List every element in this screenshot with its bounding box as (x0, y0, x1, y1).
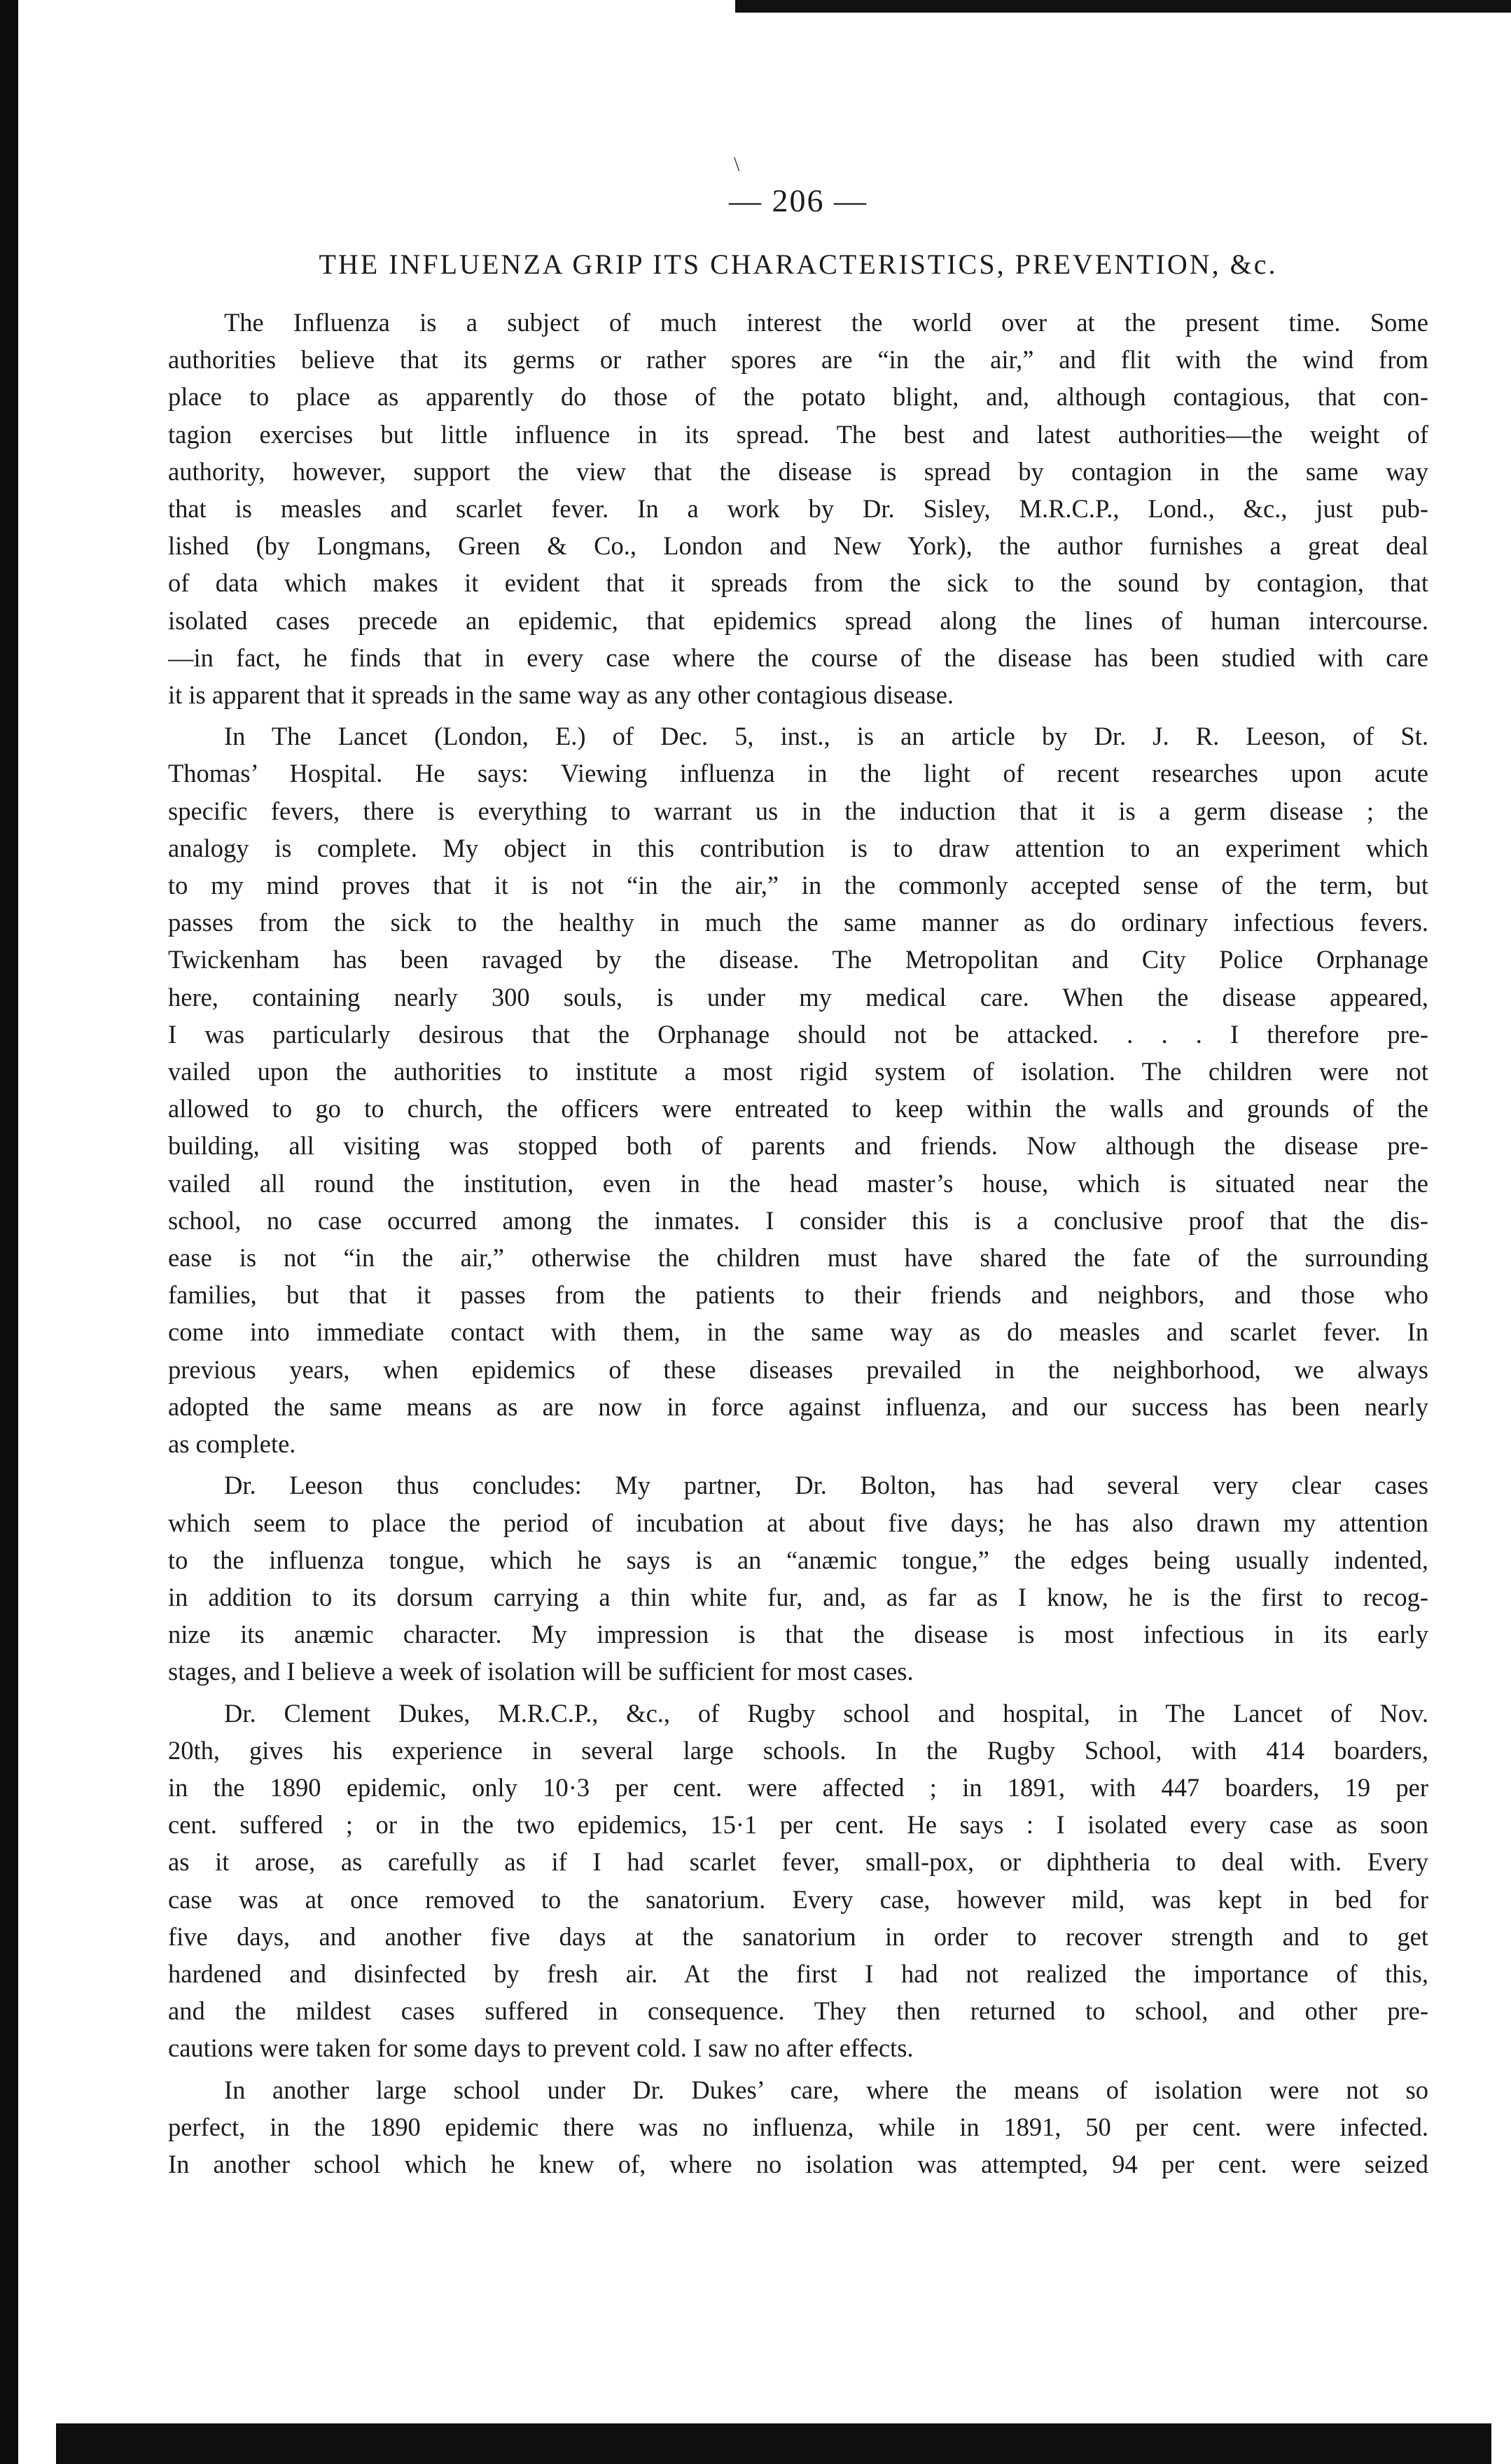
text-line: In another large school under Dr. Dukes’ care, where the means of isolation were not so (224, 2075, 1428, 2104)
text-line: it is apparent that it spreads in the same way as any other contagious disease. (168, 680, 954, 710)
scan-border-bottom (56, 2423, 1491, 2464)
text-line: cautions were taken for some days to prevent cold. I saw no after effects. (168, 2033, 914, 2063)
text-line: place to place as apparently do those of the potato blight, and, although contagious, that con- (168, 382, 1428, 412)
scan-border-left (0, 0, 18, 2464)
text-line: here, containing nearly 300 souls, is under my medical care. When the disease appeared, (168, 982, 1428, 1011)
text-line: case was at once removed to the sanatorium. Every case, however mild, was kept in bed for (168, 1884, 1428, 1914)
text-line: which seem to place the period of incubation at about five days; he has also drawn my attention (168, 1508, 1428, 1537)
text-line: of data which makes it evident that it spreads from the sick to the sound by contagion, that (168, 568, 1428, 598)
text-line: in the 1890 epidemic, only 10·3 per cent. were affected ; in 1891, with 447 boarders, 19 per (168, 1772, 1428, 1802)
text-line: stages, and I believe a week of isolation will be sufficient for most cases. (168, 1657, 914, 1686)
text-line: Dr. Leeson thus concludes: My partner, Dr. Bolton, has had several very clear cases (224, 1471, 1428, 1500)
text-line: passes from the sick to the healthy in much the same manner as do ordinary infectious fevers. (168, 908, 1428, 937)
article-body (168, 304, 1428, 2183)
text-line: ease is not “in the air,” otherwise the children must have shared the fate of the surrounding (168, 1243, 1428, 1273)
text-line: In The Lancet (London, E.) of Dec. 5, inst., is an article by Dr. J. R. Leeson, of St. (224, 722, 1428, 751)
text-line: 20th, gives his experience in several large schools. In the Rugby School, with 414 boarders, (168, 1735, 1428, 1765)
paragraph (168, 2071, 1428, 2183)
text-line: authorities believe that its germs or rather spores are “in the air,” and flit with the wind from (168, 345, 1428, 374)
text-line: analogy is complete. My object in this contribution is to draw attention to an experiment which (168, 833, 1428, 862)
text-line: building, all visiting was stopped both of parents and friends. Now although the disease pre- (168, 1131, 1428, 1161)
text-line: isolated cases precede an epidemic, that epidemics spread along the lines of human intercourse. (168, 606, 1428, 635)
text-line: and the mildest cases suffered in consequence. They then returned to school, and other pre- (168, 1996, 1428, 2026)
pencil-mark-icon: \ (734, 153, 740, 176)
text-line: families, but that it passes from the patients to their friends and neighbors, and those who (168, 1280, 1428, 1310)
paragraph (168, 1695, 1428, 2067)
article-title: THE INFLUENZA GRIP ITS CHARACTERISTICS, PREVENTION, &c. (319, 248, 1278, 280)
text-line: lished (by Longmans, Green & Co., London and New York), the author furnishes a great deal (168, 531, 1428, 561)
text-line: to the influenza tongue, which he says is an “anæmic tongue,” the edges being usually indented, (168, 1545, 1428, 1574)
text-line: that is measles and scarlet fever. In a work by Dr. Sisley, M.R.C.P., Lond., &c., just pub- (168, 494, 1428, 524)
text-line: to my mind proves that it is not “in the air,” in the commonly accepted sense of the term, but (168, 871, 1428, 900)
text-line: I was particularly desirous that the Orphanage should not be attacked. . . . I therefore pre- (168, 1019, 1428, 1049)
text-line: as it arose, as carefully as if I had scarlet fever, small-pox, or diphtheria to deal with. Every (168, 1847, 1428, 1877)
text-line: authority, however, support the view that the disease is spread by contagion in the same way (168, 456, 1428, 486)
text-line: cent. suffered ; or in the two epidemics, 15·1 per cent. He says : I isolated every case as soon (168, 1810, 1428, 1840)
text-line: The Influenza is a subject of much interest the world over at the present time. Some (224, 308, 1428, 337)
text-line: In another school which he knew of, where no isolation was attempted, 94 per cent. were seized (168, 2149, 1428, 2178)
text-line: hardened and disinfected by fresh air. At the first I had not realized the importance of this, (168, 1959, 1428, 1988)
paragraph (168, 1466, 1428, 1690)
text-line: perfect, in the 1890 epidemic there was no influenza, while in 1891, 50 per cent. were infected. (168, 2112, 1428, 2141)
text-line: school, no case occurred among the inmates. I consider this is a conclusive proof that the dis- (168, 1205, 1428, 1235)
text-line: vailed upon the authorities to institute a most rigid system of isolation. The children were not (168, 1057, 1428, 1086)
paragraph (168, 304, 1428, 713)
text-line: as complete. (168, 1429, 296, 1459)
paragraph (168, 718, 1428, 1462)
page-number: — 206 — (729, 183, 868, 218)
text-line: vailed all round the institution, even in the head master’s house, which is situated near the (168, 1168, 1428, 1198)
text-line: previous years, when epidemics of these diseases prevailed in the neighborhood, we always (168, 1354, 1428, 1384)
text-line: nize its anæmic character. My impression is that the disease is most infectious in its early (168, 1620, 1428, 1649)
text-line: —in fact, he finds that in every case where the course of the disease has been studied with care (168, 643, 1428, 672)
text-line: come into immediate contact with them, in the same way as do measles and scarlet fever. In (168, 1317, 1428, 1347)
text-line: specific fevers, there is everything to warrant us in the induction that it is a germ disease ; the (168, 796, 1428, 825)
text-line: in addition to its dorsum carrying a thin white fur, and, as far as I know, he is the first to recog- (168, 1582, 1428, 1611)
text-line: five days, and another five days at the sanatorium in order to recover strength and to get (168, 1921, 1428, 1951)
text-line: allowed to go to church, the officers were entreated to keep within the walls and grounds of the (168, 1094, 1428, 1124)
document-page (168, 133, 1428, 2401)
text-line: Dr. Clement Dukes, M.R.C.P., &c., of Rugby school and hospital, in The Lancet of Nov. (224, 1698, 1428, 1728)
scan-border-top (735, 0, 1511, 13)
text-line: tagion exercises but little influence in its spread. The best and latest authorities—the weight of (168, 419, 1428, 449)
text-line: Thomas’ Hospital. He says: Viewing influenza in the light of recent researches upon acute (168, 759, 1428, 788)
text-line: adopted the same means as are now in force against influenza, and our success has been nearly (168, 1392, 1428, 1421)
text-line: Twickenham has been ravaged by the disease. The Metropolitan and City Police Orphanage (168, 945, 1428, 974)
